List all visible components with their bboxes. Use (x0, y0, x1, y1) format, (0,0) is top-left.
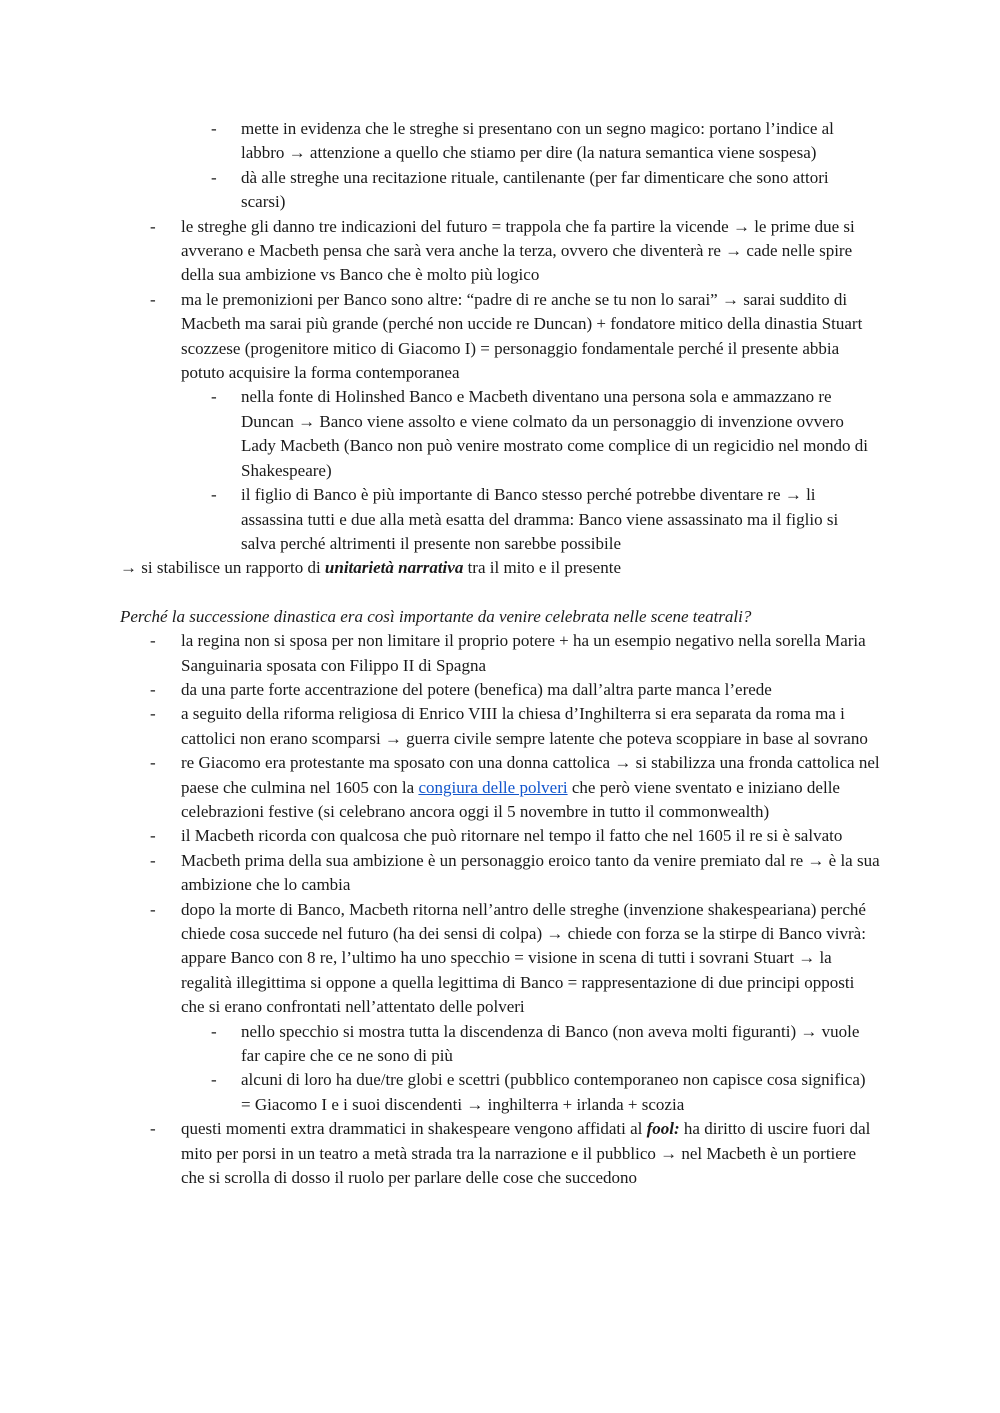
list-item (0, 751, 880, 824)
bullet-dash: - (150, 753, 156, 773)
list-item-text: questi momenti extra drammatici in shakespeare vengono affidati al (181, 1119, 647, 1139)
list-item (0, 898, 880, 1020)
congiura-delle-polveri-link[interactable]: congiura delle polveri (418, 777, 568, 797)
list-item-text: la regina non si sposa per non limitare il proprio potere + ha un esempio negativo nella sorella Maria Sanguinaria sposata con Filippo II di Spagna (181, 631, 866, 675)
bullet-dash: - (150, 826, 156, 846)
list-item (0, 288, 880, 386)
paragraph-text: → si stabilisce un rapporto di (120, 558, 325, 578)
list-item (0, 215, 880, 288)
list-item-text: il Macbeth ricorda con qualcosa che può ritornare nel tempo il fatto che nel 1605 il re si è salvato (181, 826, 843, 846)
bullet-dash: - (150, 216, 156, 236)
list-item-text: mette in evidenza che le streghe si presentano con un segno magico: portano l’indice al labbro → attenzione a quello che stiamo per dire (la natura semantica viene sospesa) (241, 119, 834, 163)
bullet-dash: - (150, 679, 156, 699)
bullet-dash: - (150, 899, 156, 919)
list-item-text: che però viene sventato e iniziano delle celebrazioni festive (si celebrano ancora oggi il 5 novembre in tutto il commonwealth) (181, 777, 840, 821)
list-item-text: nella fonte di Holinshed Banco e Macbeth diventano una persona sola e ammazzano re Duncan → Banco viene assolto e viene colmato da un personaggio di invenzione ovvero Lady Macbeth (Banco non può venire mostrato come complice di un regicidio nel mondo di Shakespeare) (241, 387, 868, 480)
document-page (0, 117, 1000, 1190)
section-question: Perché la successione dinastica era così importante da venire celebrata nelle scene teatrali? (120, 606, 752, 626)
list-item (0, 702, 880, 751)
list-item-text: alcuni di loro ha due/tre globi e scettri (pubblico contemporaneo non capisce cosa significa) = Giacomo I e i suoi discendenti → inghilterra + irlanda + scozia (241, 1070, 866, 1114)
bullet-dash: - (150, 631, 156, 651)
list-item (0, 166, 870, 215)
conclusion-paragraph (0, 556, 880, 580)
bullet-dash: - (211, 167, 217, 187)
bullet-dash: - (150, 289, 156, 309)
list-item-text: a seguito della riforma religiosa di Enrico VIII la chiesa d’Inghilterra si era separata da roma ma i cattolici non erano scomparsi → guerra civile sempre latente che poteva scoppiare in base al sovrano (181, 704, 868, 748)
bullet-dash: - (211, 485, 217, 505)
blank-line (0, 581, 1000, 605)
bullet-dash: - (150, 704, 156, 724)
list-item (0, 385, 870, 483)
list-item-text: ha diritto di uscire fuori dal mito per porsi in un teatro a metà strada tra la narrazione e il pubblico → nel Macbeth è un portiere che si scrolla di dosso il ruolo per parlare delle cose che succedono (181, 1119, 871, 1188)
list-item-text: nello specchio si mostra tutta la discendenza di Banco (non aveva molti figuranti) → vuole far capire che ce ne sono di più (241, 1021, 860, 1066)
list-item (0, 1068, 870, 1117)
list-item (0, 1117, 880, 1190)
list-item (0, 483, 870, 556)
list-item-text: le streghe gli danno tre indicazioni del futuro = trappola che fa partire la vicende → le prime due si avverano e Macbeth pensa che sarà vera anche la terza, ovvero che diventerà re → cade nelle spire della sua ambizione vs Banco che è molto più logico (181, 216, 855, 285)
list-item-text: il figlio di Banco è più importante di Banco stesso perché potrebbe diventare re → li assassina tutti e due alla metà esatta del dramma: Banco viene assassinato ma il figlio si salva perché altrimenti il presente non sarebbe possibile (241, 485, 839, 553)
emphasis-text: unitarietà narrativa (324, 558, 464, 578)
emphasis-text: fool: (646, 1119, 680, 1139)
list-item-text: Macbeth prima della sua ambizione è un personaggio eroico tanto da venire premiato dal re → è la sua ambizione che lo cambia (181, 850, 880, 895)
list-item-text: da una parte forte accentrazione del potere (benefica) ma dall’altra parte manca l’erede (181, 679, 772, 699)
paragraph-text: tra il mito e il presente (463, 558, 621, 578)
bullet-dash: - (211, 1021, 217, 1041)
bullet-dash: - (211, 387, 217, 407)
list-item (0, 824, 880, 848)
list-item-text: re Giacomo era protestante ma sposato con una donna cattolica → si stabilizza una fronda cattolica nel paese che culmina nel 1605 con la (181, 753, 880, 797)
list-item (0, 629, 880, 678)
list-item-text: dà alle streghe una recitazione rituale, cantilenante (per far dimenticare che sono attori scarsi) (241, 167, 829, 212)
bullet-dash: - (211, 119, 217, 138)
list-item (0, 1020, 870, 1069)
bullet-dash: - (211, 1070, 217, 1090)
list-item (0, 678, 880, 702)
list-item (0, 117, 870, 166)
bullet-dash: - (150, 850, 156, 870)
list-item-text: ma le premonizioni per Banco sono altre: “padre di re anche se tu non lo sarai” → sarai suddito di Macbeth ma sarai più grande (perché non uccide re Duncan) + fondatore mitico della dinastia Stuart scozzese (progenitore mitico di Giacomo I) = personaggio fondamentale perché il presente abbia potuto acquisire la forma contemporanea (181, 289, 863, 383)
list-item-text: dopo la morte di Banco, Macbeth ritorna nell’antro delle streghe (invenzione shakespeariana) perché chiede cosa succede nel futuro (ha dei sensi di colpa) → chiede con forza se la stirpe di Banco vivrà: appare Banco con 8 re, l’ultimo ha uno specchio = visione in scena di tutti i sovrani Stuart → la regalità illegittima si oppone a quella legittima di Banco = rappresentazione di due principi opposti che si erano confrontati nell’attentato delle polveri (181, 899, 866, 1017)
bullet-dash: - (150, 1119, 156, 1139)
list-item (0, 849, 880, 898)
